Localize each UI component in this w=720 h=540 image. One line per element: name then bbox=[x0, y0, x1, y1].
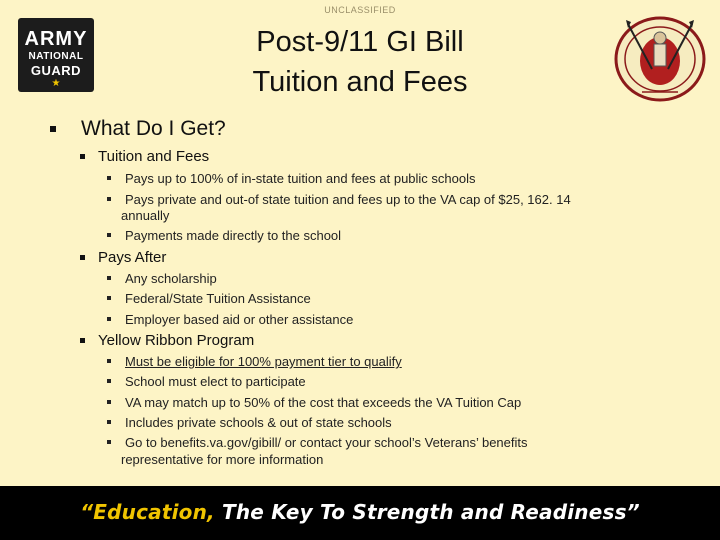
footer-quote-open: “ bbox=[80, 500, 94, 524]
square-bullet-icon bbox=[80, 255, 85, 260]
square-bullet-icon bbox=[107, 379, 111, 383]
square-bullet-icon bbox=[107, 317, 111, 321]
page-title-line1: Post-9/11 GI Bill bbox=[256, 26, 464, 58]
page-title bbox=[180, 22, 540, 102]
logo-line-national: NATIONAL bbox=[28, 51, 84, 62]
list-item-continuation: representative for more information bbox=[121, 452, 324, 467]
section-title: Tuition and Fees bbox=[98, 148, 210, 165]
main-heading-text: What Do I Get? bbox=[81, 117, 226, 140]
section-title: Pays After bbox=[98, 249, 167, 266]
logo-line-army: ARMY bbox=[24, 28, 88, 50]
square-bullet-icon bbox=[107, 197, 111, 201]
classification-label: UNCLASSIFIED bbox=[324, 5, 396, 15]
logo-star-icon: ★ bbox=[51, 78, 61, 89]
list-item-text: School must elect to participate bbox=[125, 374, 306, 389]
list-item-text: Federal/State Tuition Assistance bbox=[125, 291, 311, 306]
page-title-line2: Tuition and Fees bbox=[252, 66, 468, 98]
list-item-text: Employer based aid or other assistance bbox=[125, 312, 354, 327]
list-item-text: Includes private schools & out of state schools bbox=[125, 415, 392, 430]
square-bullet-icon bbox=[107, 400, 111, 404]
square-bullet-icon bbox=[107, 440, 111, 444]
footer-quote-rest: The Key To Strength and Readiness” bbox=[214, 500, 640, 524]
footer-quote bbox=[0, 500, 720, 524]
list-item-text: Any scholarship bbox=[125, 271, 217, 286]
square-bullet-icon bbox=[80, 338, 85, 343]
army-national-guard-logo bbox=[18, 18, 94, 92]
list-item-text: Pays up to 100% of in-state tuition and fees at public schools bbox=[125, 171, 476, 186]
square-bullet-icon bbox=[107, 359, 111, 363]
logo-line-guard: GUARD bbox=[30, 63, 82, 78]
footer-quote-accent: Education, bbox=[93, 500, 215, 524]
list-item-text: Must be eligible for 100% payment tier to qualify bbox=[125, 354, 402, 369]
list-item-continuation: annually bbox=[121, 208, 170, 223]
square-bullet-icon bbox=[50, 126, 56, 132]
square-bullet-icon bbox=[107, 233, 111, 237]
list-item-text: Payments made directly to the school bbox=[125, 228, 342, 243]
list-item-text: Go to benefits.va.gov/gibill/ or contact your school’s Veterans’ benefits bbox=[125, 435, 528, 450]
square-bullet-icon bbox=[80, 154, 85, 159]
square-bullet-icon bbox=[107, 296, 111, 300]
list-item-text: Pays private and out-of state tuition and fees up to the VA cap of $25, 162. 14 bbox=[125, 192, 571, 207]
square-bullet-icon bbox=[107, 276, 111, 280]
list-item-text: VA may match up to 50% of the cost that exceeds the VA Tuition Cap bbox=[125, 395, 522, 410]
footer-banner bbox=[0, 486, 720, 540]
square-bullet-icon bbox=[107, 420, 111, 424]
section-title: Yellow Ribbon Program bbox=[98, 332, 255, 349]
square-bullet-icon bbox=[107, 176, 111, 180]
national-guard-crest-icon bbox=[612, 14, 708, 104]
